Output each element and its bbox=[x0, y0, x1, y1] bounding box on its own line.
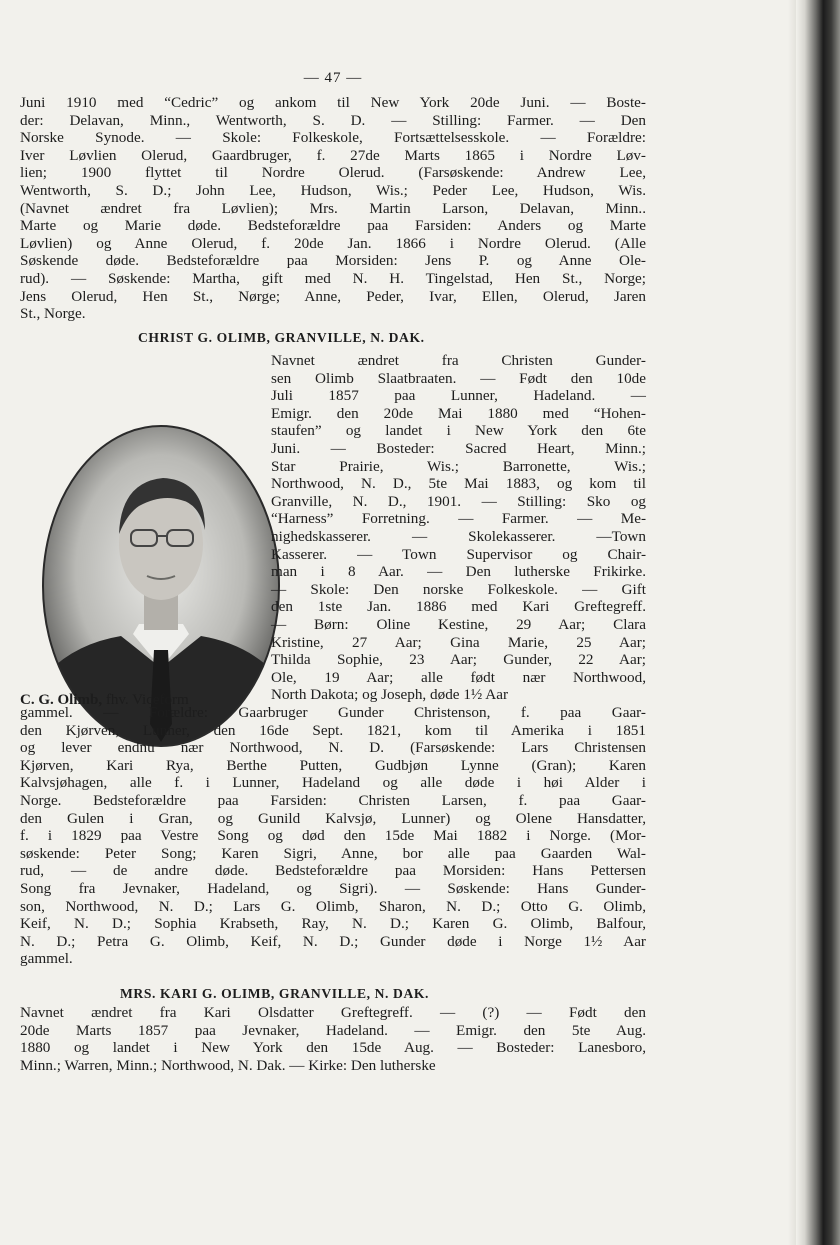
intro-line: Norske Synode. — Skole: Folkeskole, Fortsættelsesskole. — Forældre: bbox=[20, 129, 646, 147]
full-line: rud, — de andre døde. Bedsteforældre paa Morsiden: Hans Pettersen bbox=[20, 862, 646, 880]
side-line: Northwood, N. D., 5te Mai 1883, og kom til bbox=[271, 475, 646, 493]
intro-line: der: Delavan, Minn., Wentworth, S. D. — Stilling: Farmer. — Den bbox=[20, 111, 646, 129]
intro-line: Søskende døde. Bedsteforældre paa Morsiden: Jens P. og Anne Ole- bbox=[20, 252, 646, 270]
side-line: Navnet ændret fra Christen Gunder- bbox=[271, 352, 646, 369]
intro-line: Løvlien) og Anne Olerud, f. 20de Jan. 1866 i Nordre Olerud. (Alle bbox=[20, 234, 646, 252]
intro-line: Wentworth, S. D.; John Lee, Hudson, Wis.; Peder Lee, Hudson, Wis. bbox=[20, 181, 646, 199]
full-line: den Kjørven, Lunner, den 16de Sept. 1821, kom til Amerika i 1851 bbox=[20, 721, 646, 739]
full-line: den Gulen i Gran, og Gunild Kalvsjø, Lunner) og Olene Hansdatter, bbox=[20, 809, 646, 827]
side-line: Granville, N. D., 1901. — Stilling: Sko og bbox=[271, 492, 646, 510]
full-line: N. D.; Petra G. Olimb, Keif, N. D.; Gunder døde i Norge 1½ Aar bbox=[20, 932, 646, 950]
portrait-caption-rest: fhv. Viceform bbox=[105, 692, 189, 708]
intro-line: (Navnet ændret fra Løvlien); Mrs. Martin Larson, Delavan, Minn.. bbox=[20, 199, 646, 217]
section1-side-text bbox=[271, 352, 646, 704]
side-line: Star Prairie, Wis.; Barronette, Wis.; bbox=[271, 457, 646, 475]
intro-line: lien; 1900 flyttet til Nordre Olerud. (Farsøskende: Andrew Lee, bbox=[20, 164, 646, 182]
section2-heading: MRS. KARI G. OLIMB, GRANVILLE, N. DAK. bbox=[120, 986, 430, 1001]
page-number: — 47 — bbox=[303, 70, 363, 86]
side-line: Kasserer. — Town Supervisor og Chair- bbox=[271, 545, 646, 563]
full-line: Keif, N. D.; Sophia Krabseth, Ray, N. D.; Karen G. Olimb, Balfour, bbox=[20, 915, 646, 933]
section2-text bbox=[20, 1004, 646, 1074]
section1-heading: CHRIST G. OLIMB, GRANVILLE, N. DAK. bbox=[138, 330, 425, 345]
full-line: gammel. bbox=[20, 950, 73, 968]
intro-line: St., Norge. bbox=[20, 305, 86, 323]
full-line: f. i 1829 paa Vestre Song og død den 15de Mai 1882 i Norge. (Mor- bbox=[20, 827, 646, 845]
sec2-line: 1880 og landet i New York den 15de Aug. — Bosteder: Lanesboro, bbox=[20, 1039, 646, 1057]
side-line: den 1ste Jan. 1886 med Kari Greftegreff. bbox=[271, 598, 646, 616]
side-line: — Børn: Oline Kestine, 29 Aar; Clara bbox=[271, 615, 646, 633]
side-line: Emigr. den 20de Mai 1880 med “Hohen- bbox=[271, 404, 646, 422]
side-line: Thilda Sophie, 23 Aar; Gunder, 22 Aar; bbox=[271, 651, 646, 669]
full-line: og lever endnu nær Northwood, N. D. (Farsøskende: Lars Christensen bbox=[20, 739, 646, 757]
side-line: Juli 1857 paa Lunner, Hadeland. — bbox=[271, 387, 646, 405]
section1-full-text bbox=[20, 704, 646, 968]
intro-line: Jens Olerud, Hen St., Nørge; Anne, Peder, Ivar, Ellen, Olerud, Jaren bbox=[20, 287, 646, 305]
intro-line: Iver Løvlien Olerud, Gaardbruger, f. 27de Marts 1865 i Nordre Løv- bbox=[20, 146, 646, 164]
intro-line: rud). — Søskende: Martha, gift med N. H. Tingelstad, Hen St., Norge; bbox=[20, 269, 646, 287]
intro-line: Juni 1910 med “Cedric” og ankom til New York 20de Juni. — Boste- bbox=[20, 94, 646, 111]
full-line: søskende: Peter Song; Karen Sigri, Anne, bor alle paa Gaarden Wal- bbox=[20, 844, 646, 862]
side-line: “Harness” Forretning. — Farmer. — Me- bbox=[271, 510, 646, 528]
full-line: Norge. Bedsteforældre paa Farsiden: Christen Larsen, f. paa Gaar- bbox=[20, 791, 646, 809]
side-line: Juni. — Bosteder: Sacred Heart, Minn.; bbox=[271, 439, 646, 457]
side-line: North Dakota; og Joseph, døde 1½ Aar bbox=[271, 686, 509, 704]
book-binding bbox=[796, 0, 840, 1245]
side-line: man i 8 Aar. — Den lutherske Frikirke. bbox=[271, 563, 646, 581]
full-line: Kalvsjøhagen, alle f. i Lunner, Hadeland og alle døde i høi Alder i bbox=[20, 774, 646, 792]
page-edge bbox=[788, 0, 796, 1245]
side-line: staufen” og landet i New York den 6te bbox=[271, 422, 646, 440]
side-line: sen Olimb Slaatbraaten. — Født den 10de bbox=[271, 369, 646, 387]
sec2-line: 20de Marts 1857 paa Jevnaker, Hadeland. — Emigr. den 5te Aug. bbox=[20, 1021, 646, 1039]
intro-paragraph bbox=[20, 94, 646, 323]
full-line: Song fra Jevnaker, Hadeland, og Sigri). — Søskende: Hans Gunder- bbox=[20, 879, 646, 897]
side-line: — Skole: Den norske Folkeskole. — Gift bbox=[271, 580, 646, 598]
sec2-line: Minn.; Warren, Minn.; Northwood, N. Dak. — Kirke: Den lutherske bbox=[20, 1056, 436, 1074]
sec2-line: Navnet ændret fra Kari Olsdatter Greftegreff. — (?) — Født den bbox=[20, 1004, 646, 1021]
portrait-caption-name: C. G. Olimb, bbox=[20, 692, 103, 708]
full-line: son, Northwood, N. D.; Lars G. Olimb, Sharon, N. D.; Otto G. Olimb, bbox=[20, 897, 646, 915]
full-line: gammel. — Forældre: Gaarbruger Gunder Christenson, f. paa Gaar- bbox=[20, 704, 646, 721]
side-line: Kristine, 27 Aar; Gina Marie, 25 Aar; bbox=[271, 633, 646, 651]
side-line: nighedskasserer. — Skolekasserer. —Town bbox=[271, 527, 646, 545]
intro-line: Marte og Marie døde. Bedsteforældre paa Farsiden: Anders og Marte bbox=[20, 217, 646, 235]
full-line: Kjørven, Kari Rya, Berthe Putten, Gudbjøn Lynne (Gran); Karen bbox=[20, 756, 646, 774]
side-line: Ole, 19 Aar; alle født nær Northwood, bbox=[271, 668, 646, 686]
